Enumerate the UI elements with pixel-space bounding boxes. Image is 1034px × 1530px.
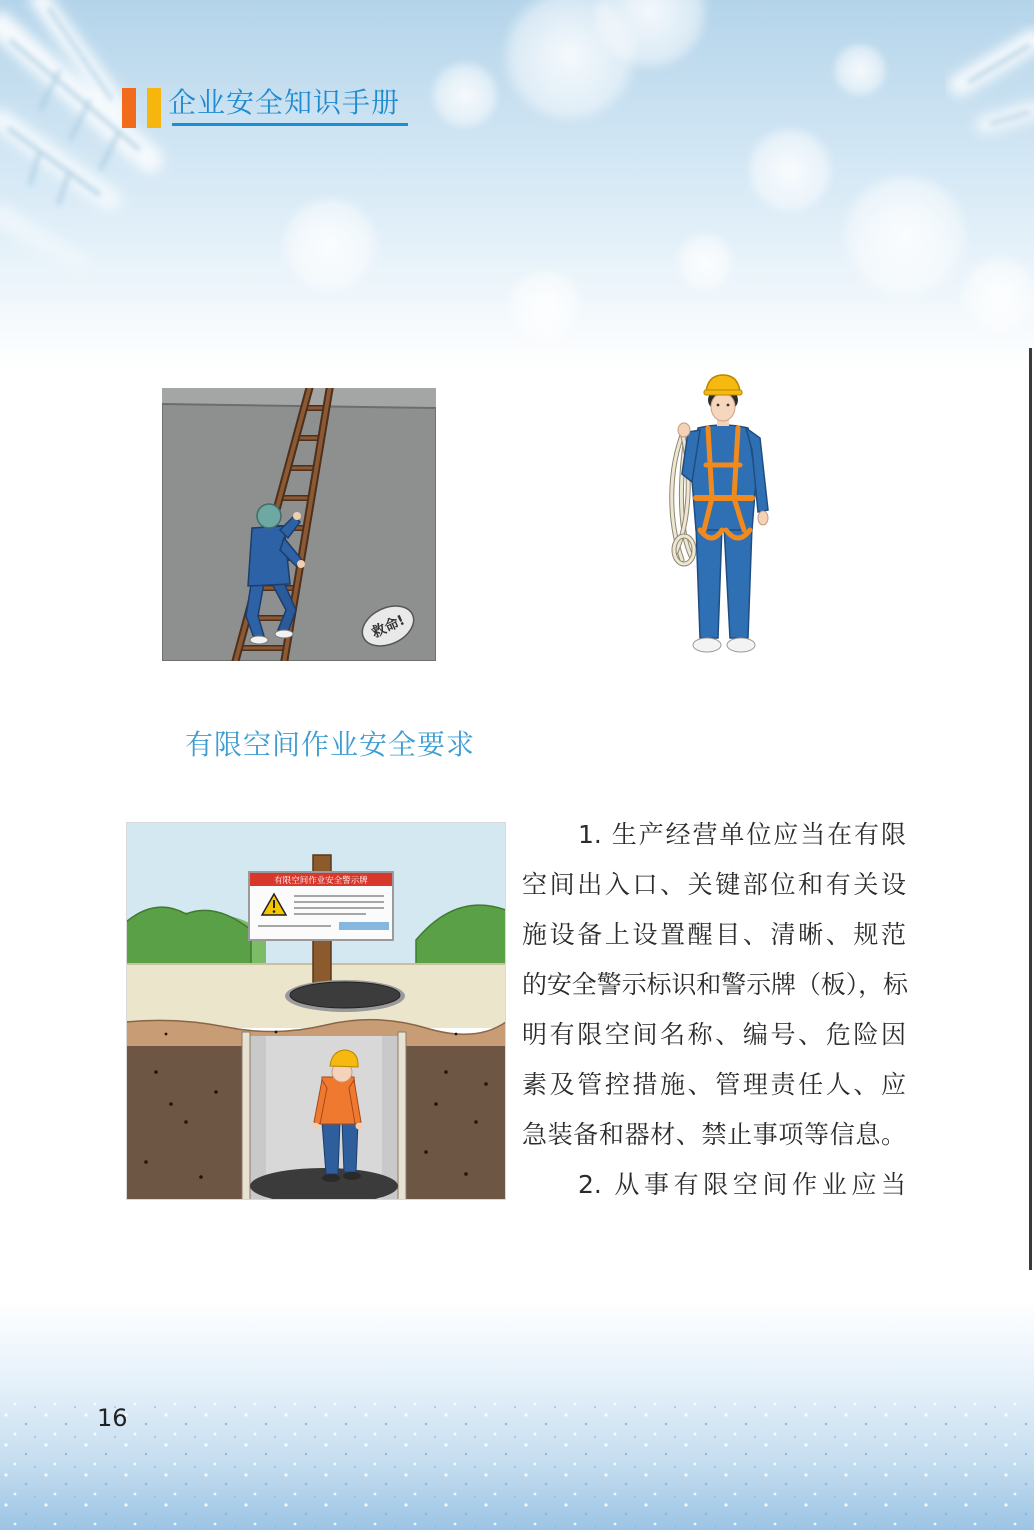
section-heading: 有限空间作业安全要求 [185, 728, 476, 761]
helmet-brim [704, 390, 742, 395]
paragraph-line: 施设备上设置醒目、清晰、规范 [522, 920, 906, 949]
worker-hand-side [297, 560, 305, 568]
snow-sparkles [0, 1400, 1034, 1530]
page-binding-edge [1029, 348, 1032, 1270]
harness-worker-illustration [660, 370, 785, 662]
ladder-rescue-illustration [162, 388, 436, 661]
paragraph-line: 1. 生产经营单位应当在有限 [578, 820, 906, 849]
sign-banner-text: 有限空间作业安全警示牌 [274, 876, 368, 886]
shirt-torso [692, 425, 756, 530]
header-bar-yellow [147, 88, 161, 128]
paragraph-line: 明有限空间名称、编号、危险因 [522, 1020, 906, 1049]
paragraph-line: 素及管控措施、管理责任人、应 [522, 1070, 906, 1099]
warning-sign-board [249, 872, 393, 940]
hill-left [126, 907, 251, 972]
body-text [522, 810, 906, 1210]
shaft-worker-shoe-right [343, 1172, 361, 1180]
pants-leg-right [724, 526, 752, 638]
shoe-left [693, 638, 721, 652]
manhole-opening [290, 982, 400, 1008]
book-title: 企业安全知识手册 [168, 86, 401, 119]
paragraph-2 [522, 1160, 906, 1210]
hand-left [678, 423, 690, 437]
shaft-wall-left [242, 1032, 250, 1200]
shaft-worker-hand-right [356, 1123, 363, 1130]
paragraph-1 [522, 810, 906, 1160]
worker-shoe-left [250, 636, 268, 644]
face [711, 393, 735, 421]
shaft-worker-hand-left [313, 1123, 320, 1130]
worker-shoe-right [275, 630, 293, 638]
shaft-worker-leg-right [342, 1122, 358, 1172]
eye-left [717, 404, 720, 407]
warning-sign-shaft-illustration [126, 822, 506, 1200]
header-bar-orange [122, 88, 136, 128]
page-number: 16 [97, 1404, 128, 1432]
worker-head [257, 504, 281, 528]
book-title-underline [172, 123, 408, 126]
paragraph-line: 的安全警示标识和警示牌（板），标 [522, 970, 906, 999]
worker-hand-up [293, 512, 301, 520]
paragraph-line: 急装备和器材、禁止事项等信息。 [522, 1120, 906, 1149]
shoe-right [727, 638, 755, 652]
sign-blue-bar [339, 922, 389, 930]
safety-helmet [706, 375, 740, 392]
paragraph-line: 2. 从事有限空间作业应当 [578, 1170, 906, 1199]
pants-leg-left [696, 526, 722, 638]
shaft-wall-right [398, 1032, 406, 1200]
worker-torso [248, 526, 290, 586]
hand-right [758, 511, 768, 525]
shaft-worker-shoe-left [322, 1174, 340, 1182]
paragraph-line: 空间出入口、关键部位和有关设 [522, 870, 906, 899]
eye-right [727, 404, 730, 407]
speech-bubble-text: 救命! [369, 612, 408, 642]
